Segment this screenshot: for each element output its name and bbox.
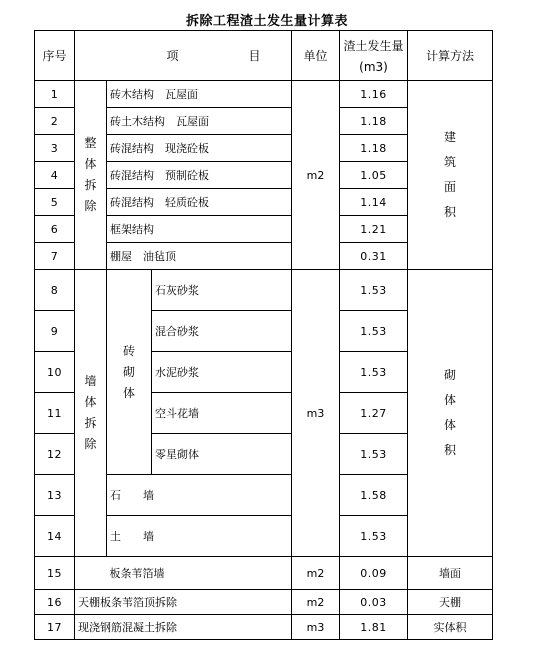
group-wall-char: 墙 [84, 374, 97, 388]
header-item-b: 目 [248, 49, 261, 63]
group-whole-char: 体 [84, 157, 97, 171]
row-no: 8 [35, 270, 75, 311]
row-amount: 1.16 [340, 81, 408, 108]
row-item: 砖土木结构 瓦屋面 [107, 108, 292, 135]
group-wall-char: 拆 [84, 416, 97, 430]
unit-whole: m2 [292, 81, 340, 270]
row-no: 16 [35, 590, 75, 615]
group-wall-char: 除 [84, 437, 97, 451]
row-item: 砖混结构 轻质砼板 [107, 189, 292, 216]
row-item: 砖混结构 现浇砼板 [107, 135, 292, 162]
row-method: 墙面 [408, 557, 493, 590]
row-amount: 1.21 [340, 216, 408, 243]
group-whole-char: 除 [84, 199, 97, 213]
row-unit: m2 [292, 590, 340, 615]
row-amount: 1.27 [340, 393, 408, 434]
method-masonry [408, 270, 493, 557]
header-unit: 单位 [292, 31, 340, 81]
header-row [35, 31, 493, 81]
unit-wall: m3 [292, 270, 340, 557]
row-amount: 1.58 [340, 475, 408, 516]
header-item-a: 项 [166, 49, 179, 63]
row-item: 石灰砂浆 [152, 270, 292, 311]
row-item: 砖混结构 预制砼板 [107, 162, 292, 189]
table-title: 拆除工程渣土发生量计算表 [185, 14, 348, 29]
group-brick [107, 270, 152, 475]
row-amount: 0.31 [340, 243, 408, 270]
header-amount-line1: 渣土发生量 [343, 39, 404, 53]
row-item: 砖木结构 瓦屋面 [107, 81, 292, 108]
row-item: 板条苇箔墙 [107, 557, 292, 590]
row-item: 棚屋 油毡顶 [107, 243, 292, 270]
group-wall [75, 270, 107, 557]
row-no: 2 [35, 108, 75, 135]
row-no: 12 [35, 434, 75, 475]
row-amount: 1.53 [340, 434, 408, 475]
group-brick-char: 砌 [122, 364, 135, 379]
group-whole-char: 拆 [84, 178, 97, 192]
group-whole-char: 整 [84, 136, 97, 150]
row-no: 17 [35, 615, 75, 640]
row-unit: m2 [292, 557, 340, 590]
row-no: 14 [35, 516, 75, 557]
row-no: 4 [35, 162, 75, 189]
header-amount [340, 31, 408, 81]
method-building [408, 81, 493, 270]
group-brick-char: 体 [122, 385, 135, 400]
method-char: 筑 [443, 155, 456, 169]
header-spacer [75, 31, 107, 81]
row-no: 11 [35, 393, 75, 434]
row-no: 15 [35, 557, 75, 590]
row-item: 石 墙 [107, 475, 292, 516]
row-blank [75, 557, 107, 590]
row-amount: 1.05 [340, 162, 408, 189]
method-char: 面 [443, 180, 456, 194]
group-brick-char: 砖 [122, 343, 135, 358]
row-no: 1 [35, 81, 75, 108]
method-char: 积 [443, 205, 456, 219]
method-char: 砌 [443, 368, 456, 382]
row-amount: 0.03 [340, 590, 408, 615]
table-row [35, 81, 493, 108]
table-row [35, 557, 493, 590]
method-char: 体 [443, 393, 456, 407]
row-amount: 1.53 [340, 270, 408, 311]
table-row [35, 270, 493, 311]
header-method: 计算方法 [408, 31, 493, 81]
row-no: 10 [35, 352, 75, 393]
row-no: 9 [35, 311, 75, 352]
row-no: 6 [35, 216, 75, 243]
header-item [107, 31, 292, 81]
row-amount: 1.18 [340, 135, 408, 162]
method-char: 体 [443, 418, 456, 432]
row-method: 天棚 [408, 590, 493, 615]
row-item: 现浇钢筋混凝土拆除 [75, 615, 292, 640]
row-item: 土 墙 [107, 516, 292, 557]
row-no: 5 [35, 189, 75, 216]
row-amount: 1.53 [340, 516, 408, 557]
row-item: 天棚板条苇箔顶拆除 [75, 590, 292, 615]
row-item: 水泥砂浆 [152, 352, 292, 393]
row-item: 框架结构 [107, 216, 292, 243]
row-amount: 1.53 [340, 352, 408, 393]
group-wall-char: 体 [84, 395, 97, 409]
row-no: 7 [35, 243, 75, 270]
row-amount: 0.09 [340, 557, 408, 590]
table-row [35, 615, 493, 640]
row-amount: 1.14 [340, 189, 408, 216]
row-unit: m3 [292, 615, 340, 640]
row-no: 13 [35, 475, 75, 516]
row-item: 空斗花墙 [152, 393, 292, 434]
header-amount-line2: (m3) [359, 60, 388, 74]
method-char: 积 [443, 443, 456, 457]
method-char: 建 [443, 130, 456, 144]
header-seq: 序号 [35, 31, 75, 81]
row-amount: 1.81 [340, 615, 408, 640]
group-whole [75, 81, 107, 270]
row-amount: 1.53 [340, 311, 408, 352]
row-item: 混合砂浆 [152, 311, 292, 352]
row-no: 3 [35, 135, 75, 162]
row-method: 实体积 [408, 615, 493, 640]
table-row [35, 590, 493, 615]
row-amount: 1.18 [340, 108, 408, 135]
row-item: 零星砌体 [152, 434, 292, 475]
calc-table [34, 30, 493, 640]
